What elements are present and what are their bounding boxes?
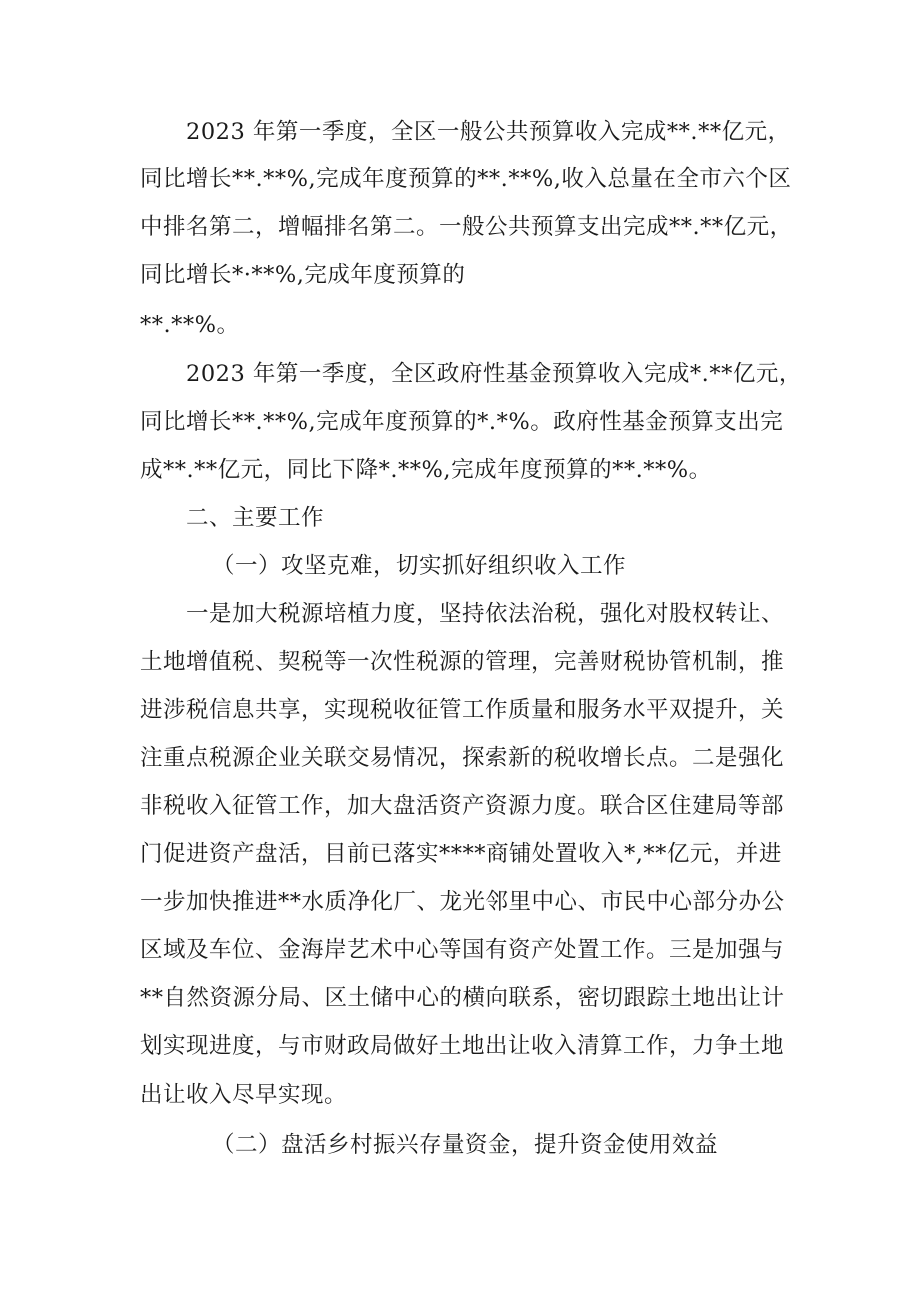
paragraph-1-line-4: 同比增长*·**%,完成年度预算的 (140, 262, 466, 288)
paragraph-2-line-2: 同比增长**.**%,完成年度预算的*.*%。政府性基金预算支出完 (140, 409, 784, 435)
paragraph-3-line-9: **自然资源分局、区土储中心的横向联系，密切跟踪土地出让计 (140, 985, 785, 1011)
paragraph-3-line-7: 一步加快推进**水质净化厂、龙光邻里中心、市民中心部分办公 (140, 889, 785, 915)
paragraph-3-line-10: 划实现进度，与市财政局做好土地出让收入清算工作，力争土地 (140, 1033, 785, 1059)
paragraph-3-line-2: 土地增值税、契税等一次性税源的管理，完善财税协管机制，推 (140, 649, 785, 675)
section-heading: 二、主要工作 (186, 505, 325, 531)
paragraph-1-line-3: 中排名第二，增幅排名第二。一般公共预算支出完成**.**亿元， (140, 214, 793, 240)
paragraph-3-line-11: 出让收入尽早实现。 (140, 1082, 348, 1108)
subsection-heading-2: （二）盘活乡村振兴存量资金，提升资金使用效益 (212, 1132, 719, 1158)
paragraph-1-line-2: 同比增长**.**%,完成年度预算的**.**%,收入总量在全市六个区 (140, 166, 792, 192)
paragraph-3-line-1: 一是加大税源培植力度，坚持依法治税，强化对股权转让、 (186, 601, 785, 627)
paragraph-3-line-6: 门促进资产盘活，目前已落实****商铺处置收入*,**亿元，并进 (140, 841, 782, 867)
paragraph-2-line-3: 成**.**亿元，同比下降*.**%,完成年度预算的**.**%。 (140, 457, 712, 483)
paragraph-3-line-4: 注重点税源企业关联交易情况，探索新的税收增长点。二是强化 (140, 745, 785, 771)
paragraph-3-line-3: 进涉税信息共享，实现税收征管工作质量和服务水平双提升，关 (140, 697, 785, 723)
paragraph-1-line-1: 2023 年第一季度，全区一般公共预算收入完成**.**亿元， (186, 119, 791, 145)
subsection-heading-1: （一）攻坚克难，切实抓好组织收入工作 (212, 553, 627, 579)
paragraph-1-line-5: **.**%。 (140, 312, 240, 338)
paragraph-2-line-1: 2023 年第一季度，全区政府性基金预算收入完成*.**亿元， (186, 361, 802, 387)
paragraph-3-line-8: 区域及车位、金海岸艺术中心等国有资产处置工作。三是加强与 (140, 937, 785, 963)
paragraph-3-line-5: 非税收入征管工作，加大盘活资产资源力度。联合区住建局等部 (140, 793, 785, 819)
